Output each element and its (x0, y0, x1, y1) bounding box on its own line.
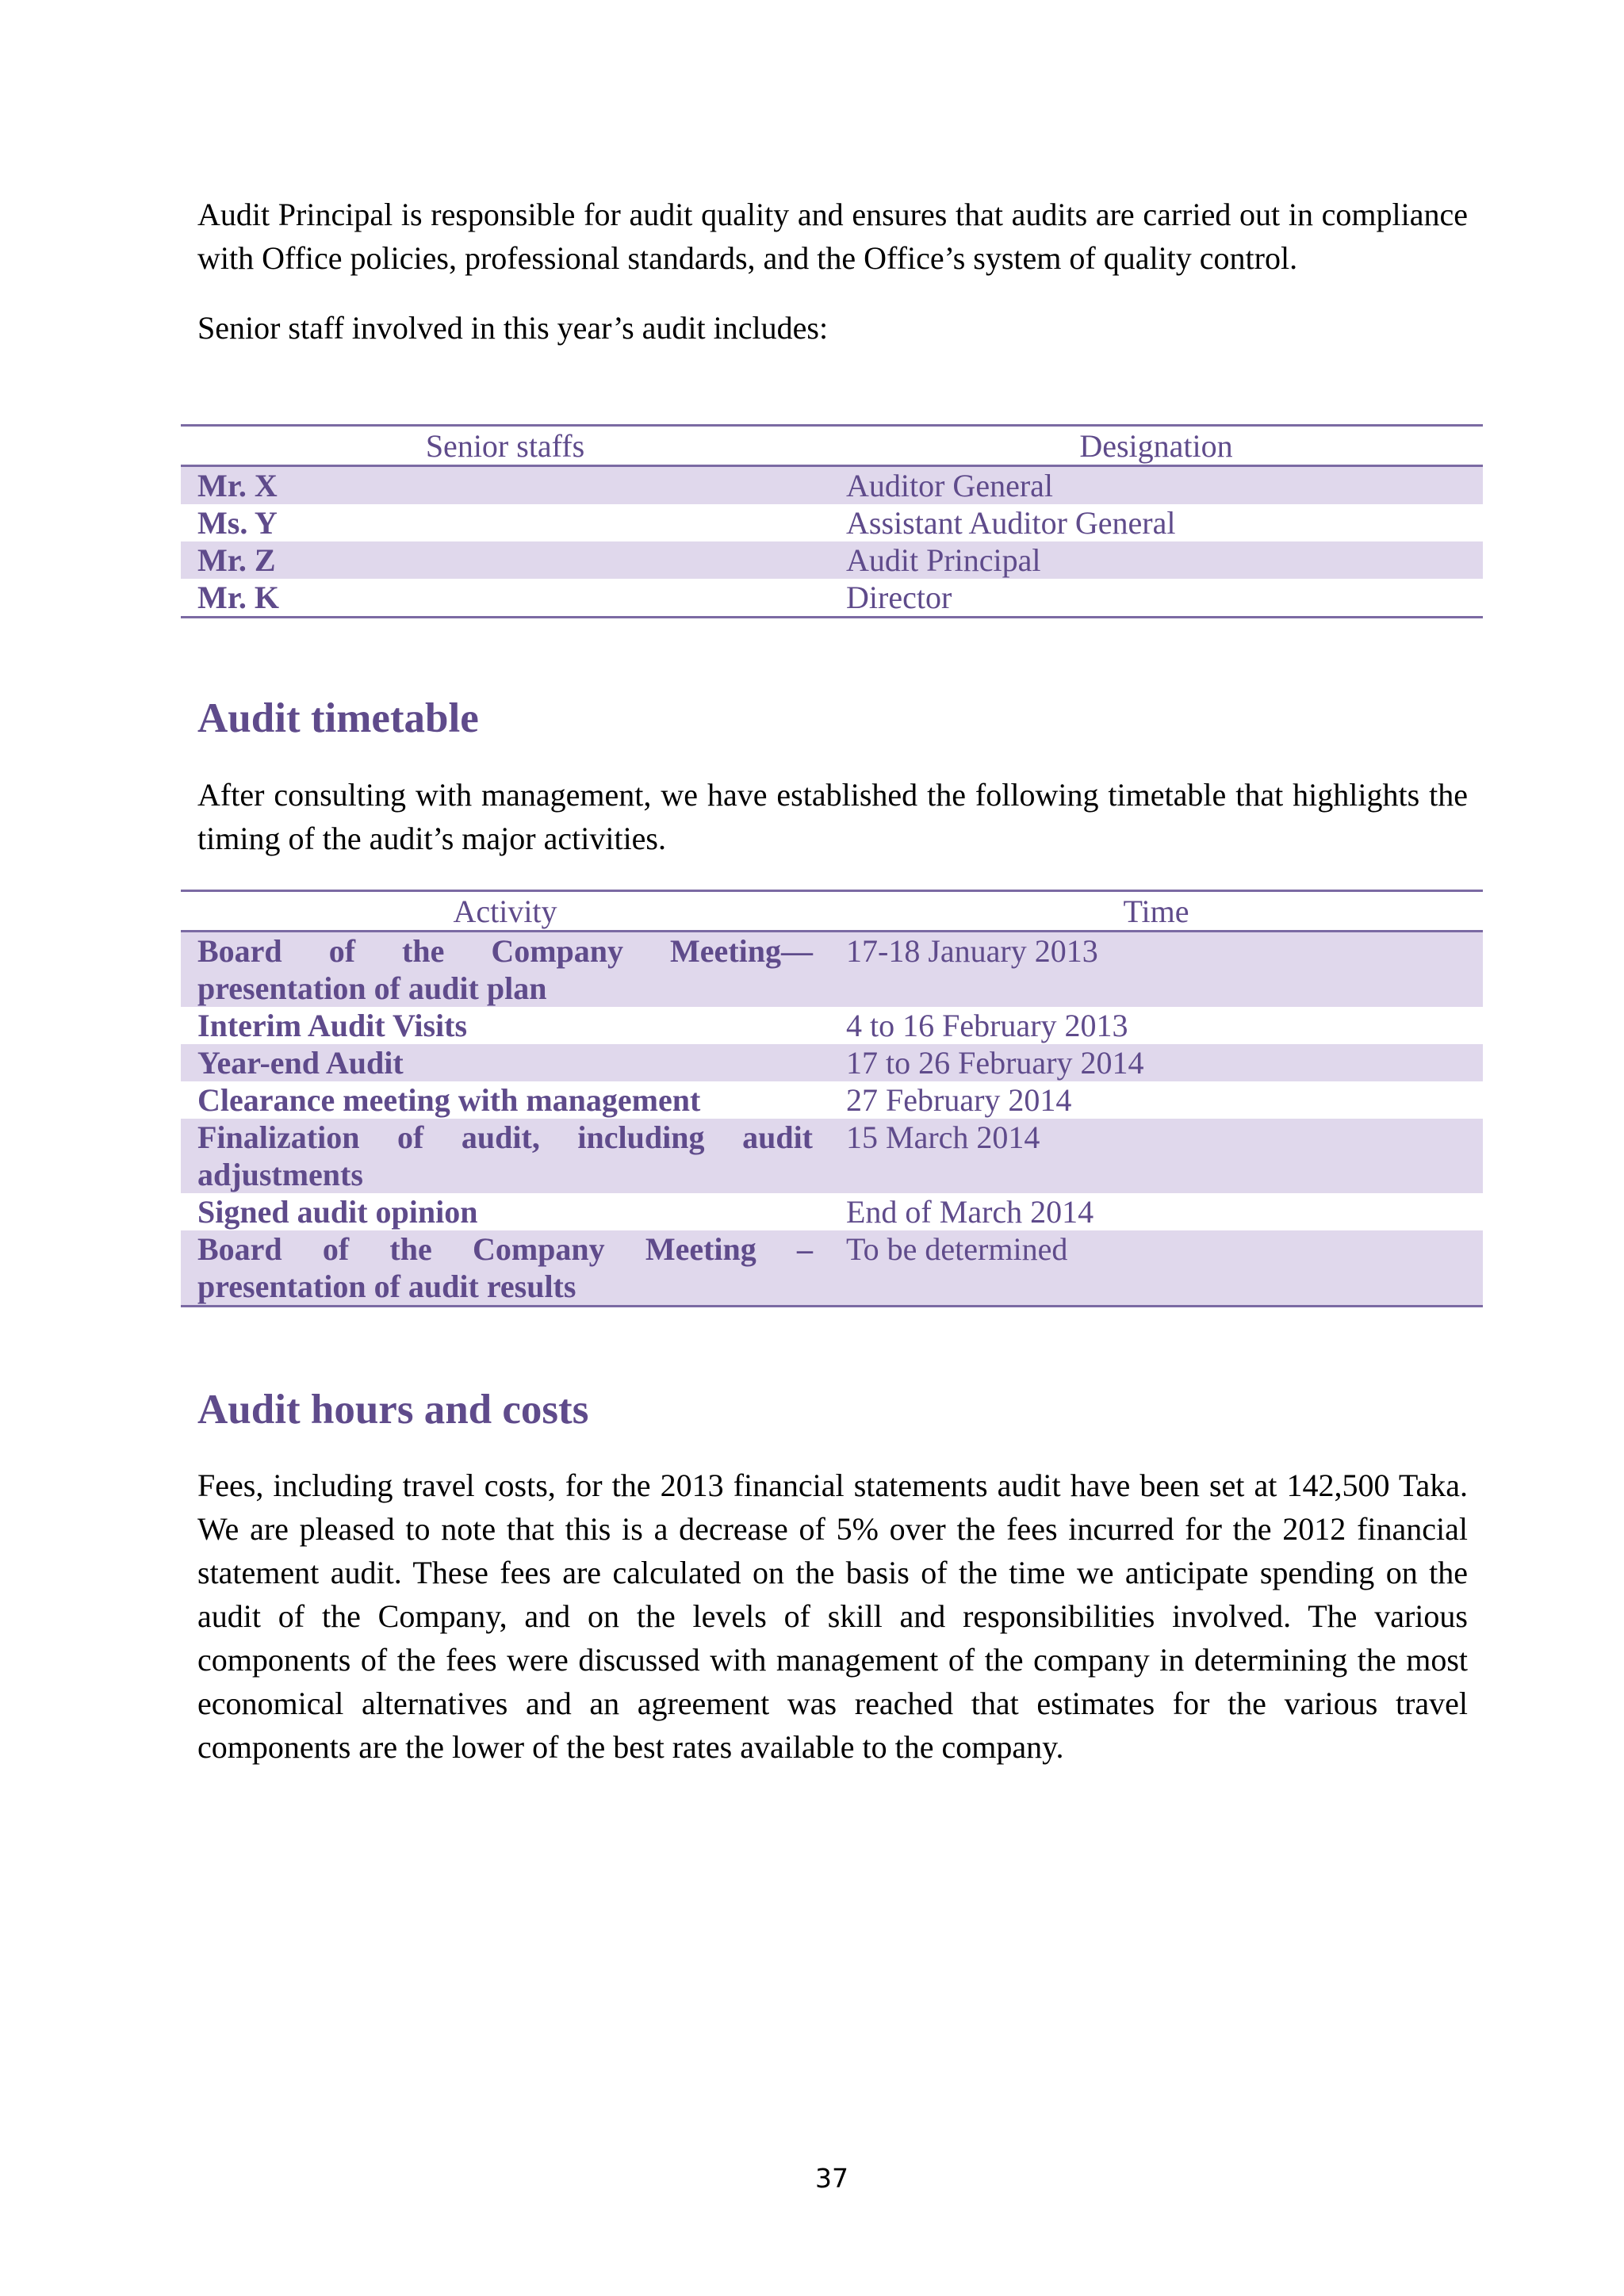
activity-cell: Signed audit opinion (197, 1194, 478, 1230)
time-cell: 17-18 January 2013 (829, 932, 1483, 1008)
costs-paragraph: Fees, including travel costs, for the 2013 financial statements audit have been set at 142,500 Taka. We are pleased to note that this is a decrease of 5% over the fees incurred for the 2012 financial statement audit. These fees are calculated on the basis of the time we anticipate spending on the audit of the Company, and on the levels of skill and responsibilities involved. The various components of the fees were discussed with management of the company in determining the most economical alternatives and an agreement was reached that estimates for the various travel components are the lower of the best rates available to the company. (197, 1468, 1468, 1765)
staff-name: Mr. K (197, 580, 279, 615)
table-row (181, 466, 1483, 505)
staff-intro-paragraph: Senior staff involved in this year’s audit includes: (197, 310, 829, 346)
activity-cell: Clearance meeting with management (197, 1082, 701, 1118)
table-row (181, 504, 1483, 541)
time-cell: 27 February 2014 (846, 1082, 1072, 1118)
costs-heading: Audit hours and costs (197, 1387, 589, 1433)
staff-designation: Director (846, 580, 952, 615)
time-cell: 15 March 2014 (829, 1119, 1483, 1193)
timetable-section (197, 695, 1468, 860)
staff-name: Ms. Y (197, 505, 278, 541)
table-row (181, 1230, 1483, 1307)
time-cell: 17 to 26 February 2014 (829, 1044, 1483, 1081)
table-header-row (181, 426, 1483, 466)
timetable-paragraph: After consulting with management, we have established the following timetable that highlights the timing of the audit’s major activities. (197, 777, 1468, 856)
column-header: Time (829, 891, 1483, 932)
table-row (181, 1119, 1483, 1193)
activity-cell: Board of the Company Meeting— presentation of audit plan (181, 932, 829, 1008)
timetable-table (181, 890, 1483, 1307)
activity-cell: Board of the Company Meeting – presentation of audit results (181, 1230, 829, 1307)
table-row (181, 1081, 1483, 1119)
time-cell: 4 to 16 February 2013 (846, 1008, 1128, 1043)
time-cell: End of March 2014 (846, 1194, 1094, 1230)
table-row (181, 579, 1483, 618)
table-row (181, 541, 1483, 579)
intro-paragraph: Audit Principal is responsible for audit quality and ensures that audits are carried out in compliance with Office policies, professional standards, and the Office’s system of quality control. (197, 197, 1468, 276)
table-row (181, 932, 1483, 1008)
activity-cell: Finalization of audit, including audit adjustments (181, 1119, 829, 1193)
staff-table (181, 424, 1483, 618)
intro-section (197, 193, 1468, 350)
column-header: Activity (181, 891, 829, 932)
time-cell: To be determined (829, 1230, 1483, 1307)
table-row (181, 1044, 1483, 1081)
costs-section (197, 1386, 1468, 1769)
staff-designation: Audit Principal (829, 541, 1483, 579)
table-row (181, 1193, 1483, 1230)
staff-designation: Auditor General (829, 466, 1483, 505)
timetable-heading: Audit timetable (197, 695, 479, 741)
staff-designation: Assistant Auditor General (846, 505, 1176, 541)
activity-cell: Year-end Audit (181, 1044, 829, 1081)
page-number: 37 (815, 2163, 848, 2194)
table-row (181, 1007, 1483, 1044)
staff-name: Mr. X (181, 466, 829, 505)
staff-name: Mr. Z (181, 541, 829, 579)
column-header: Senior staffs (181, 426, 829, 466)
activity-cell: Interim Audit Visits (197, 1008, 468, 1043)
column-header: Designation (829, 426, 1483, 466)
table-header-row (181, 891, 1483, 932)
